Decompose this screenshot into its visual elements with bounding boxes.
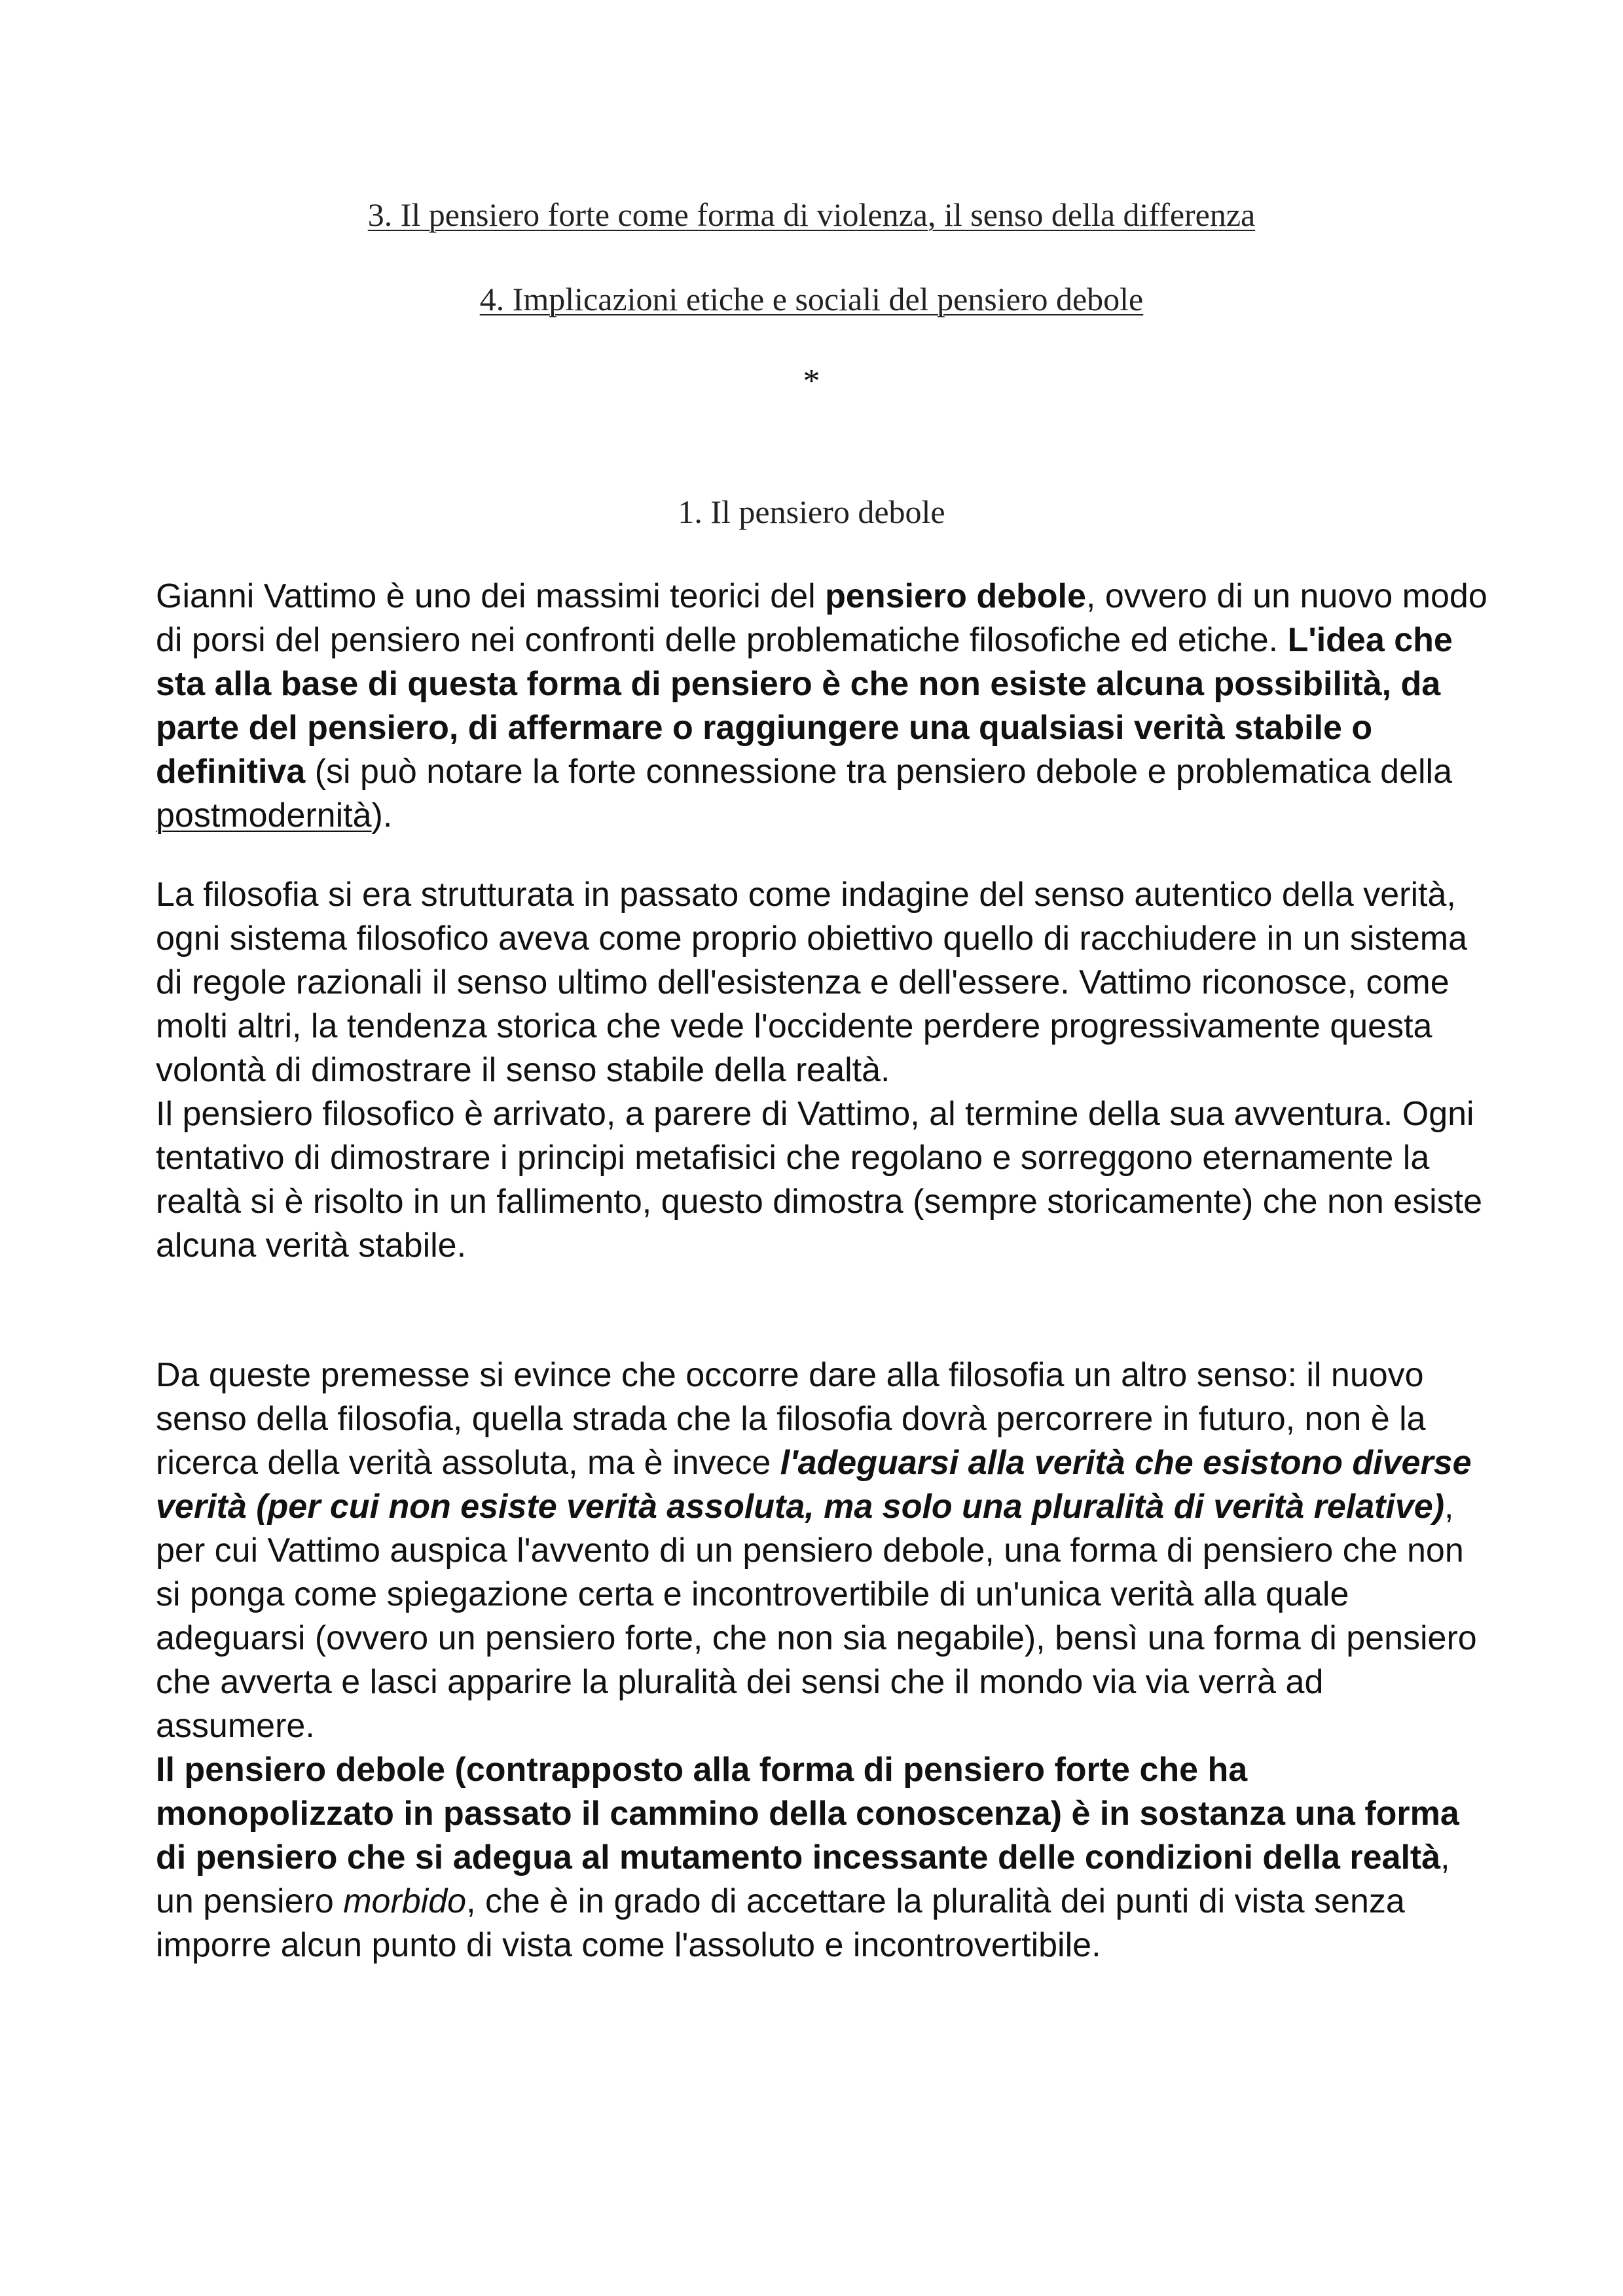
paragraph-2 — [156, 873, 1491, 1268]
p1-text-3: (si può notare la forte connessione tra pensiero debole e problematica della — [305, 753, 1453, 791]
p1-text-1: Gianni Vattimo è uno dei massimi teorici del — [156, 577, 826, 615]
section-separator: * — [803, 363, 820, 400]
p2-text-1: La filosofia si era strutturata in passato come indagine del senso autentico della verità, ogni sistema filosofico aveva come proprio obiettivo quello di racchiudere in un sistema di regole razionali il senso ultimo dell'esistenza e dell'essere. Vattimo riconosce, come molti altri, la tendenza storica che vede l'occidente perdere progressivamente questa volontà di dimostrare il senso stabile della realtà. — [156, 876, 1468, 1089]
toc-item-4-link[interactable]: 4. Implicazioni etiche e sociali del pensiero debole — [479, 281, 1144, 317]
p3-text-4: , che è in grado di accettare la pluralità dei punti di vista senza imporre alcun punto di vista come l'assoluto e incontrovertibile. — [156, 1882, 1405, 1964]
p1-text-2: , ovvero di un nuovo modo di porsi del pensiero nei confronti delle problematiche filosofiche ed etiche. — [156, 577, 1487, 659]
paragraph-3 — [156, 1354, 1491, 1967]
p1-bold-term: pensiero debole — [825, 577, 1086, 615]
p3-bold-statement: Il pensiero debole (contrapposto alla forma di pensiero forte che ha monopolizzato in passato il cammino della conoscenza) è in sostanza una forma di pensiero che si adegua al mutamento incessante delle condizioni della realtà — [156, 1751, 1459, 1876]
p2-text-2: Il pensiero filosofico è arrivato, a parere di Vattimo, al termine della sua avventura. Ogni tentativo di dimostrare i principi metafisici che regolano e sorreggono eternamente la realtà si è risolto in un fallimento, questo dimostra (sempre storicamente) che non esiste alcuna verità stabile. — [156, 1095, 1483, 1265]
paragraph-1 — [156, 575, 1491, 838]
p3-text-2: , per cui Vattimo auspica l'avvento di un pensiero debole, una forma di pensiero che non si ponga come spiegazione certa e incontrovertibile di un'unica verità alla quale adeguarsi (ovvero un pensiero forte, che non sia negabile), bensì una forma di pensiero che avverta e lasci apparire la pluralità dei sensi che il mondo via via verrà ad assumere. — [156, 1488, 1477, 1745]
section-title: 1. Il pensiero debole — [678, 493, 945, 530]
p1-text-4: ). — [371, 797, 393, 834]
toc-item-3[interactable] — [0, 195, 1623, 234]
p3-text-1: Da queste premesse si evince che occorre dare alla filosofia un altro senso: il nuovo senso della filosofia, quella strada che la filosofia dovrà percorrere in futuro, non è la ricerca della verità assoluta, ma è invece — [156, 1356, 1426, 1482]
p3-text-3: , un pensiero — [156, 1839, 1450, 1920]
toc-item-4[interactable] — [0, 279, 1623, 319]
p1-bold-statement: L'idea che sta alla base di questa forma di pensiero è che non esiste alcuna possibilità, da parte del pensiero, di affermare o raggiungere una qualsiasi verità stabile o definitiva — [156, 621, 1453, 791]
p3-italic-word: morbido — [343, 1882, 467, 1920]
postmodernita-link[interactable]: postmodernità — [156, 797, 372, 834]
p3-bold-italic-statement: l'adeguarsi alla verità che esistono diverse verità (per cui non esiste verità assoluta, ma solo una pluralità di verità relative) — [156, 1444, 1472, 1526]
toc-item-3-link[interactable]: 3. Il pensiero forte come forma di violenza, il senso della differenza — [367, 196, 1256, 233]
